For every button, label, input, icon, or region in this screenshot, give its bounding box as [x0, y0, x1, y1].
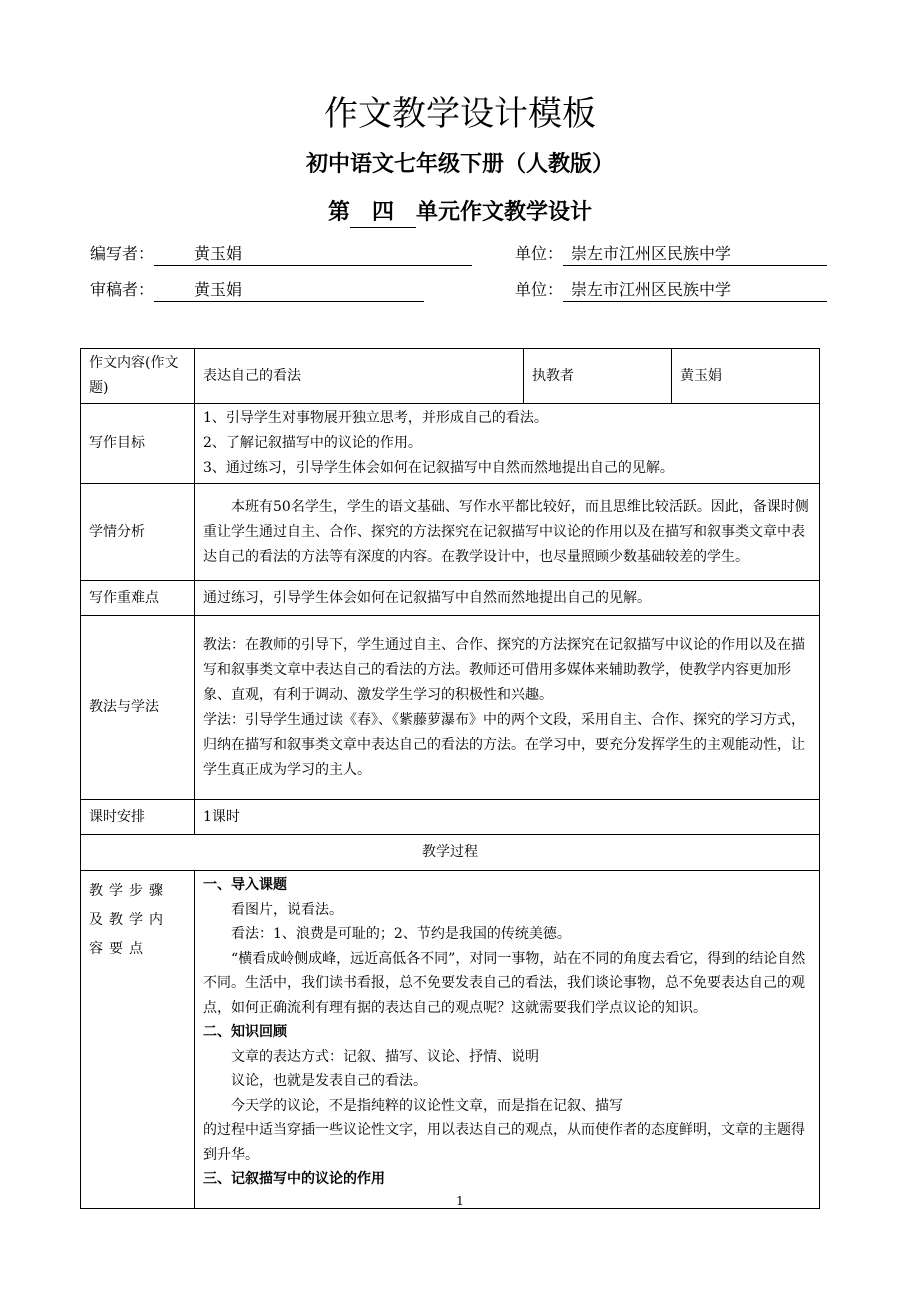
- goal-row: [81, 404, 820, 484]
- difficulty-row: [81, 581, 820, 616]
- difficulty-text: 通过练习，引导学生体会如何在记叙描写中自然而然地提出自己的见解。: [195, 581, 820, 616]
- schedule-row: [81, 800, 820, 835]
- unit-heading: [0, 195, 920, 228]
- writer-unit-row: [515, 243, 827, 265]
- process-header-row: [81, 835, 820, 871]
- reviewer-row: [90, 279, 424, 301]
- topic-label: 作文内容(作文题): [81, 349, 195, 404]
- goal-item: 1、引导学生对事物展开独立思考，并形成自己的看法。: [203, 410, 548, 426]
- reviewer-label: 审稿者：: [90, 280, 155, 299]
- unit-suffix: 单元作文教学设计: [416, 200, 593, 225]
- section-heading: 一、导入课题: [203, 877, 287, 893]
- unit-number: 四: [350, 199, 416, 228]
- reviewer-unit-label: 单位：: [515, 280, 564, 299]
- writer-unit-value: 崇左市江州区民族中学: [563, 243, 827, 266]
- section-heading: 三、记叙描写中的议论的作用: [203, 1171, 385, 1187]
- method-label: 教法与学法: [81, 616, 195, 800]
- goal-item: 2、了解记叙描写中的议论的作用。: [203, 435, 422, 451]
- process-paragraph: “横看成岭侧成峰，远近高低各不同”，对同一事物，站在不同的角度去看它，得到的结论自然不同。生活中，我们读书看报，总不免要发表自己的看法，我们谈论事物，总不免要表达自己的观点，如何正确流利有理有据的表达自己的观点呢？这就需要我们学点议论的知识。: [203, 950, 806, 1016]
- section-heading: 二、知识回顾: [203, 1024, 287, 1040]
- document-title: 作文教学设计模板: [324, 94, 596, 134]
- process-content: [195, 871, 820, 1209]
- reviewer-unit-row: [515, 279, 827, 301]
- process-paragraph: 文章的表达方式：记叙、描写、议论、抒情、说明: [231, 1048, 539, 1065]
- process-row: [81, 871, 820, 1209]
- unit-prefix: 第: [327, 200, 350, 225]
- schedule-label: 课时安排: [81, 800, 195, 835]
- writer-row: [90, 243, 472, 265]
- analysis-label: 学情分析: [81, 484, 195, 581]
- goal-list: [195, 404, 820, 484]
- method-row: [81, 616, 820, 800]
- teaching-method: 教法：在教师的引导下，学生通过自主、合作、探究的方法探究在记叙描写中议论的作用以及在描写和叙事类文章中表达自己的看法的方法。教师还可借用多媒体来辅助教学，使教学内容更加形象、直观，有利于调动、激发学生学习的积极性和兴趣。: [203, 636, 805, 703]
- topic-row: [81, 349, 820, 404]
- teacher-label: 执教者: [524, 349, 672, 404]
- reviewer-unit-value: 崇左市江州区民族中学: [563, 279, 827, 302]
- writer-unit-label: 单位：: [515, 244, 564, 263]
- steps-label: 教学步骤及教学内容要点: [81, 871, 195, 1209]
- difficulty-label: 写作重难点: [81, 581, 195, 616]
- process-paragraph: 看图片，说看法。: [231, 901, 343, 918]
- lesson-plan-table: [80, 348, 820, 1209]
- process-header: 教学过程: [81, 835, 820, 871]
- topic-value: 表达自己的看法: [195, 349, 524, 404]
- page-number: 1: [456, 1194, 464, 1208]
- writer-value: 黄玉娟: [154, 243, 472, 266]
- schedule-value: 1课时: [195, 800, 820, 835]
- process-paragraph: 今天学的议论，不是指纯粹的议论性文章，而是指在记叙、描写: [231, 1097, 623, 1114]
- learning-method: 学法：引导学生通过读《春》、《紫藤萝瀑布》中的两个文段，采用自主、合作、探究的学习方式，归纳在描写和叙事类文章中表达自己的看法的方法。在学习中，要充分发挥学生的主观能动性，让学生真正成为学习的主人。: [203, 711, 805, 778]
- analysis-paragraph: 本班有50名学生，学生的语文基础、写作水平都比较好，而且思维比较活跃。因此，备课时侧重让学生通过自主、合作、探究的方法探究在记叙描写中议论的作用以及在描写和叙事类文章中表达自己的看法的方法等有深度的内容。在教学设计中，也尽量照顾少数基础较差的学生。: [203, 498, 809, 565]
- goal-label: 写作目标: [81, 404, 195, 484]
- reviewer-value: 黄玉娟: [154, 279, 424, 302]
- teacher-value: 黄玉娟: [672, 349, 820, 404]
- writer-label: 编写者：: [90, 244, 155, 263]
- method-text: [195, 616, 820, 800]
- document-subtitle: 初中语文七年级下册（人教版）: [305, 152, 614, 177]
- process-paragraph: 议论，也就是发表自己的看法。: [231, 1073, 427, 1089]
- process-paragraph: 的过程中适当穿插一些议论性文字，用以表达自己的观点，从而使作者的态度鲜明，文章的主题得到升华。: [203, 1122, 805, 1163]
- goal-item: 3、通过练习，引导学生体会如何在记叙描写中自然而然地提出自己的见解。: [203, 460, 674, 476]
- analysis-row: [81, 484, 820, 581]
- analysis-text: [195, 484, 820, 581]
- process-paragraph: 看法：1、浪费是可耻的；2、节约是我国的传统美德。: [231, 926, 571, 942]
